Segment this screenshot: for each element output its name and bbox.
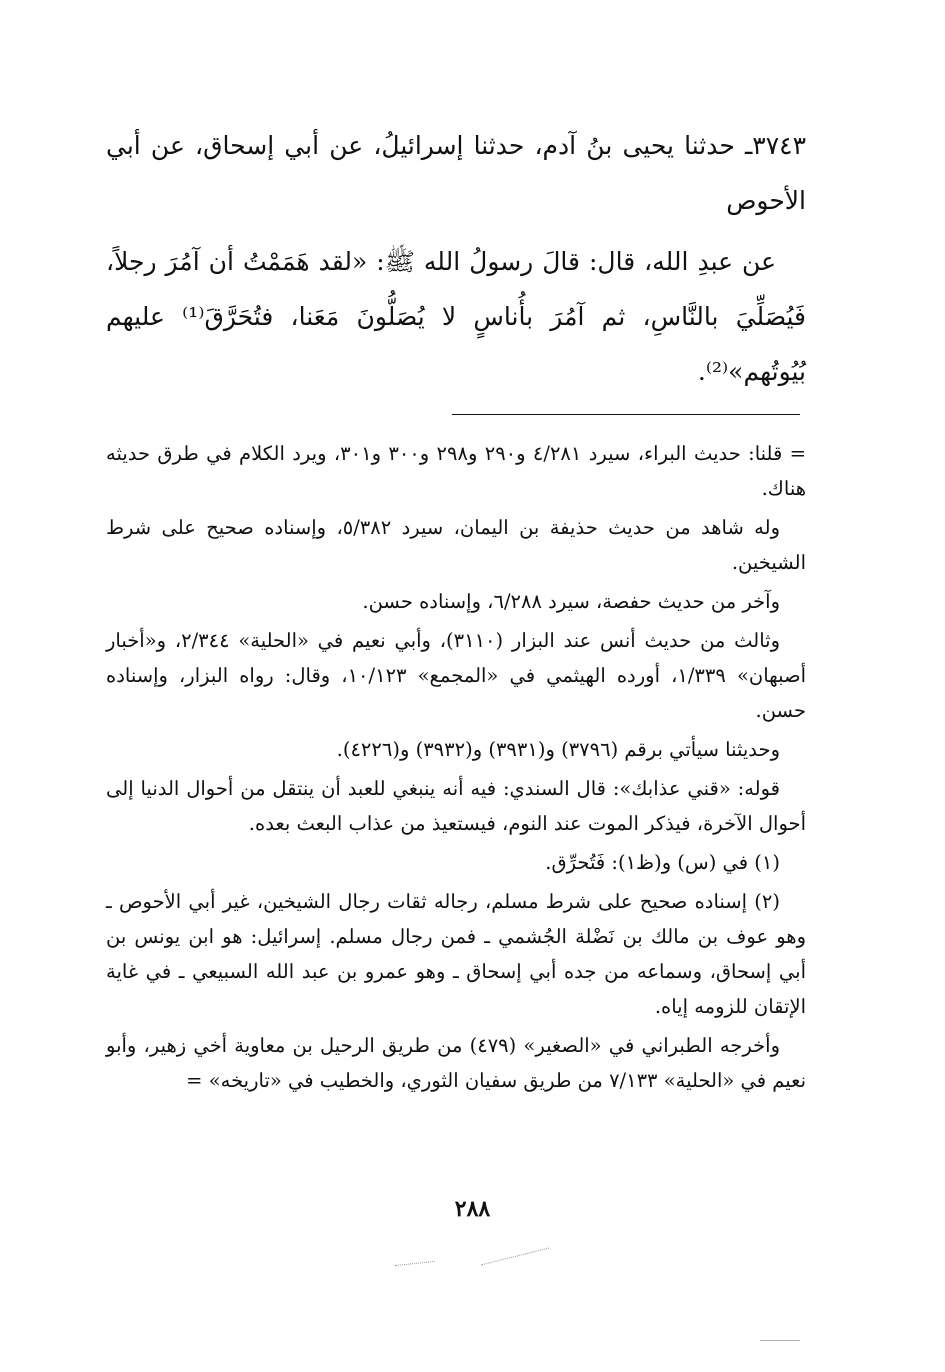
footnote-paragraph: وآخر من حديث حفصة، سيرد ٦/٢٨٨، وإسناده حسن. bbox=[362, 590, 780, 613]
footnote-paragraph: قوله: «قني عذابك»: قال السندي: فيه أنه ينبغي للعبد أن ينتقل من أحوال الدنيا إلى أحوال الآخرة، فيذكر الموت عند النوم، فيستعيذ من عذاب البعث بعده. bbox=[106, 777, 806, 835]
page-number: ٢٨٨ bbox=[454, 1196, 491, 1222]
footnote-separator bbox=[452, 414, 800, 415]
footnote-paragraph: وثالث من حديث أنس عند البزار (٣١١٠)، وأبي نعيم في «الحلية» ٢/٣٤٤، و«أخبار أصبهان» ١/٣٣٩، أورده الهيثمي في «المجمع» ١٠/١٢٣، وقال: رواه البزار، وإسناده حسن. bbox=[106, 629, 806, 722]
hadith-body: عن عبدِ الله، قال: قالَ رسولُ الله ﷺ: «لقد هَمَمْتُ أن آمُرَ رجلاً، فَيُصَلِّيَ بالنَّاسِ، ثم آمُرَ بأُناسٍ لا يُصَلُّونَ مَعَنا، فتُحَرَّقَ⁽¹⁾ عليهم بُيُوتُهم»⁽²⁾. bbox=[106, 247, 806, 386]
footnotes bbox=[106, 436, 806, 1102]
footnote-paragraph: = قلنا: حديث البراء، سيرد ٤/٢٨١ و٢٩٠ و٢٩٨ و٣٠٠ و٣٠١، ويرد الكلام في طرق حديثه هناك. bbox=[106, 442, 806, 500]
main-hadith-text bbox=[106, 118, 806, 399]
footnote-paragraph: وحديثنا سيأتي برقم (٣٧٩٦) و(٣٩٣١) و(٣٩٣٢) و(٤٢٢٦). bbox=[336, 738, 780, 761]
narrator-chain: ٣٧٤٣ـ حدثنا يحيى بنُ آدم، حدثنا إسرائيلُ، عن أبي إسحاق، عن أبي الأحوص bbox=[106, 131, 806, 215]
footnote-paragraph: وله شاهد من حديث حذيفة بن اليمان، سيرد ٥/٣٨٢، وإسناده صحيح على شرط الشيخين. bbox=[106, 516, 806, 574]
footnote-paragraph: (٢) إسناده صحيح على شرط مسلم، رجاله ثقات رجال الشيخين، غير أبي الأحوص ـ وهو عوف بن مالك بن نَضْلة الجُشمي ـ فمن رجال مسلم. إسرائيل: هو ابن يونس بن أبي إسحاق، وسماعه من جده أبي إسحاق ـ وهو عمرو بن عبد الله السبيعي ـ في غاية الإتقان للزومه إياه. bbox=[106, 890, 806, 1018]
scan-smudge bbox=[395, 1261, 435, 1266]
footnote-paragraph: (١) في (س) و(ظ١): فَتُحرِّق. bbox=[545, 851, 780, 874]
scan-smudge bbox=[481, 1248, 549, 1266]
scan-smudge bbox=[760, 1340, 800, 1341]
footnote-paragraph: وأخرجه الطبراني في «الصغير» (٤٧٩) من طريق الرحيل بن معاوية أخي زهير، وأبو نعيم في «الحلية» ٧/١٣٣ من طريق سفيان الثوري، والخطيب في «تاريخه» = bbox=[106, 1034, 806, 1092]
